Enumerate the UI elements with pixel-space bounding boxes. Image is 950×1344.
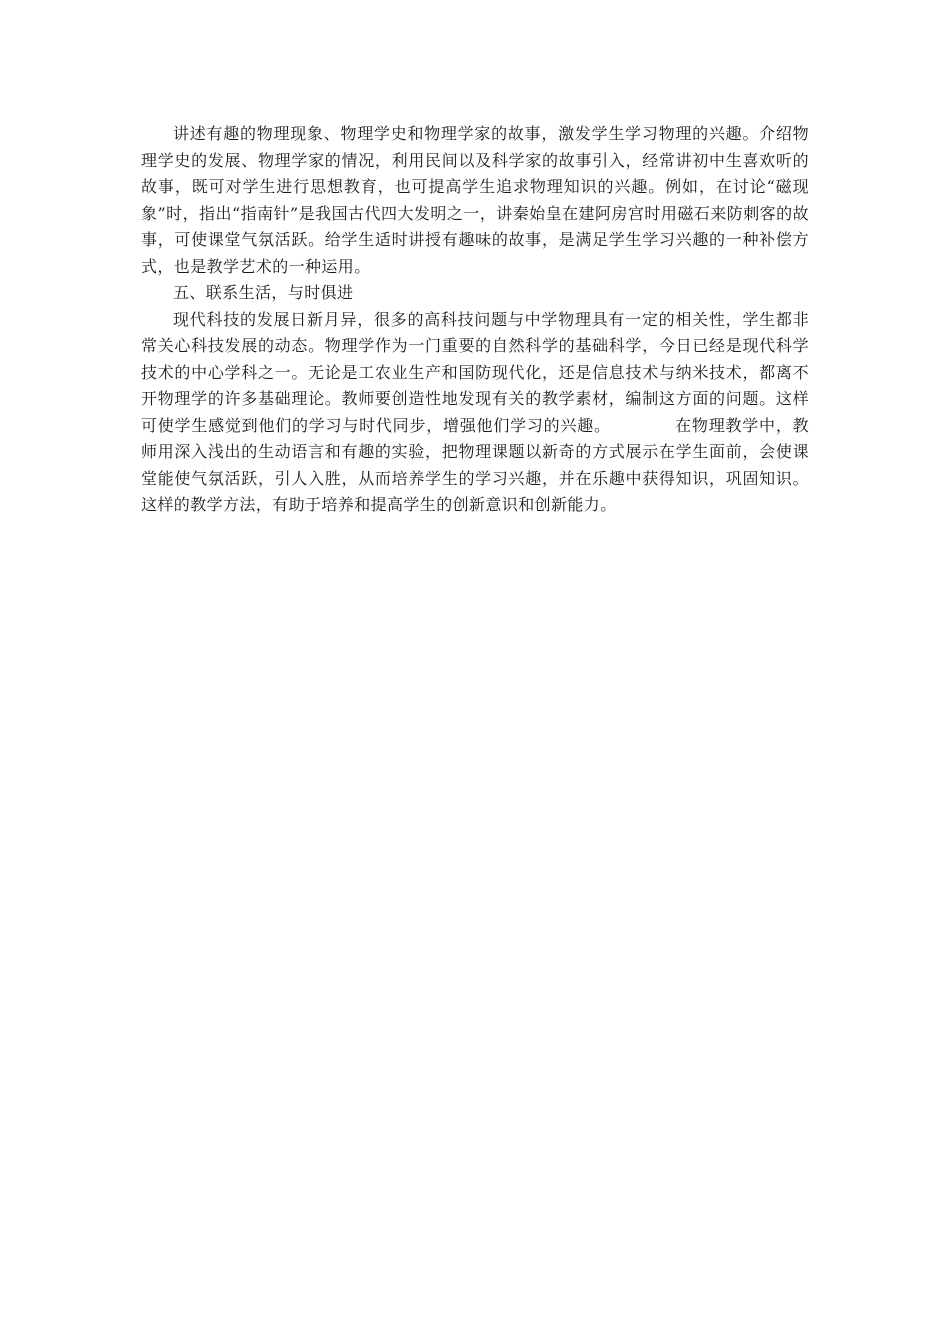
- paragraph-modern-tech-part-2: 在物理教学中，教师用深入浅出的生动语言和有趣的实验，把物理课题以新奇的方式展示在学生面前，会使课堂能使气氛活跃，引人入胜，从而培养学生的学习兴趣，并在乐趣中获得知识，巩固知识。这样的教学方法，有助于培养和提高学生的创新意识和创新能力。: [141, 415, 810, 514]
- paragraph-modern-tech: [141, 307, 809, 519]
- paragraph-modern-tech-part-1: 现代科技的发展日新月异，很多的高科技问题与中学物理具有一定的相关性，学生都非常关心科技发展的动态。物理学作为一门重要的自然科学的基础科学，今日已经是现代科学技术的中心学科之一。无论是工农业生产和国防现代化，还是信息技术与纳米技术，都离不开物理学的许多基础理论。教师要创造性地发现有关的教学素材，编制这方面的问题。这样可使学生感觉到他们的学习与时代同步，增强他们学习的兴趣。: [141, 309, 809, 435]
- section-heading-5: 五、联系生活，与时俱进: [173, 283, 354, 302]
- document-body: [141, 121, 809, 519]
- paragraph-storytelling: 讲述有趣的物理现象、物理学史和物理学家的故事，激发学生学习物理的兴趣。介绍物理学史的发展、物理学家的情况，利用民间以及科学家的故事引入，经常讲初中生喜欢听的故事，既可对学生进行思想教育，也可提高学生追求物理知识的兴趣。例如，在讨论“磁现象”时，指出“指南针”是我国古代四大发明之一，讲秦始皇在建阿房宫时用磁石来防刺客的故事，可使课堂气氛活跃。给学生适时讲授有趣味的故事，是满足学生学习兴趣的一种补偿方式，也是教学艺术的一种运用。: [141, 124, 809, 276]
